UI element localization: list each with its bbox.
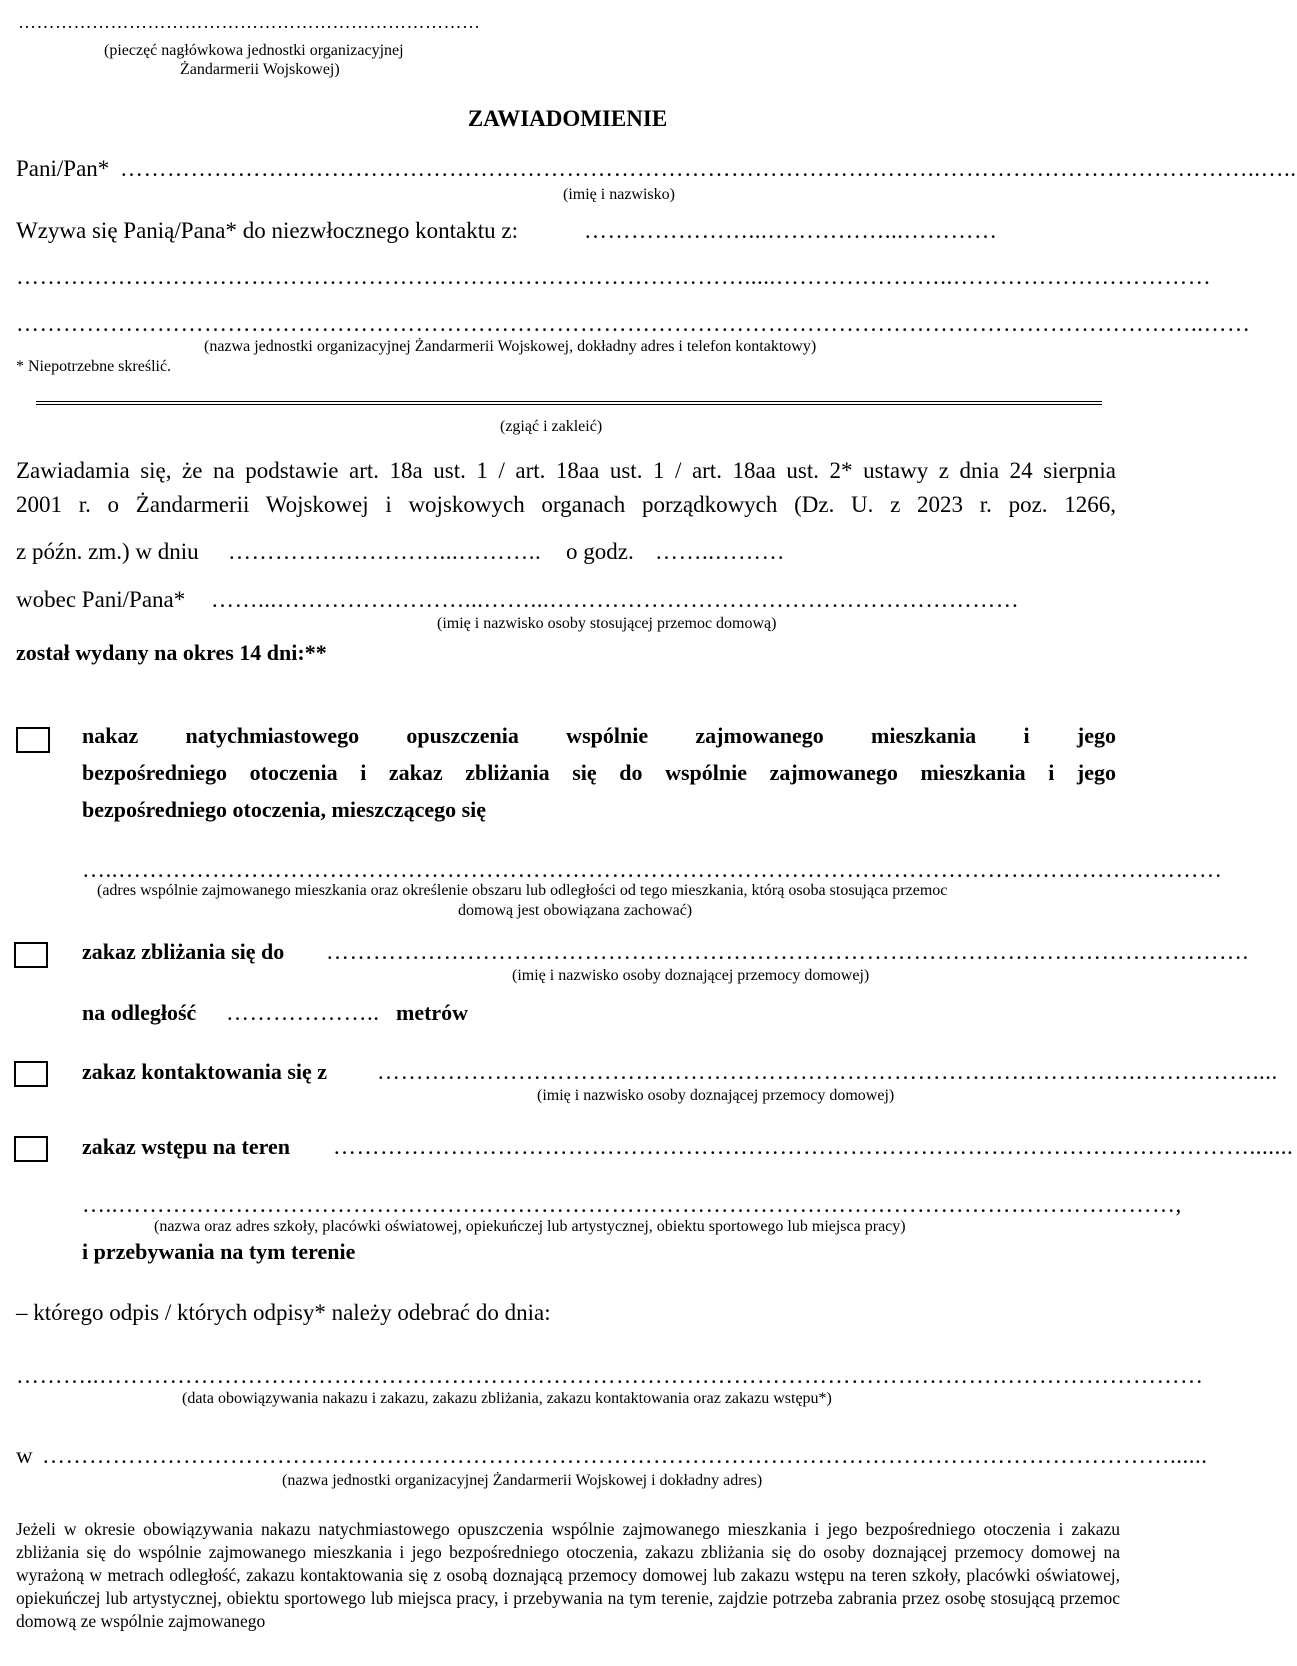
contact-ban-checkbox[interactable] — [14, 1061, 48, 1087]
contact-ban-name-field[interactable]: …………………………………………………………………………………….…………….... — [377, 1059, 1278, 1084]
eviction-line-1: nakaz natychmiastowego opuszczenia wspólnie zajmowanego mieszkania i jego — [82, 723, 1116, 748]
stamp-caption-line-2: Żandarmerii Wojskowej) — [180, 61, 340, 78]
fold-line-top — [36, 401, 1102, 402]
pickup-text: – którego odpis / których odpisy* należy odebrać do dnia: — [16, 1300, 551, 1325]
entry-ban-caption: (nazwa oraz adres szkoły, placówki oświatowej, opiekuńczej lub artystycznej, obiektu sportowego lub miejsca pracy) — [154, 1218, 906, 1235]
notice-line-1: Zawiadamia się, że na podstawie art. 18a ust. 1 / art. 18aa ust. 1 / art. 18aa ust. 2* ustawy z dnia 24 sierpnia — [16, 458, 1116, 483]
notice-line-2: 2001 r. o Żandarmerii Wojskowej i wojskowych organach porządkowych (Dz. U. z 2023 r. poz. 1266, — [16, 492, 1116, 517]
eviction-address-field[interactable]: …..…………………………………………………………………………………………………………………………… — [82, 857, 1223, 882]
eviction-line-3: bezpośredniego otoczenia, mieszczącego się — [82, 797, 487, 822]
summons-caption: (nazwa jednostki organizacyjnej Żandarmerii Wojskowej, dokładny adres i telefon kontaktowy) — [204, 338, 817, 355]
against-label: wobec Pani/Pana* — [16, 587, 186, 612]
pickup-date-caption: (data obowiązywania nakazu i zakazu, zakazu zbliżania, zakazu kontaktowania oraz zakazu wstępu*) — [182, 1390, 832, 1407]
footnote-unnecessary: * Niepotrzebne skreślić. — [16, 358, 172, 375]
eviction-checkbox[interactable] — [16, 727, 50, 753]
entry-ban-stay: i przebywania na tym terenie — [82, 1239, 356, 1264]
distance-label: na odległość — [82, 1000, 197, 1025]
against-caption: (imię i nazwisko osoby stosującej przemoc domową) — [437, 615, 777, 632]
against-name-field[interactable]: ……...……………………...……...…………………………………………………… — [211, 587, 1020, 612]
approach-ban-label: zakaz zbliżania się do — [82, 939, 285, 964]
recipient-name-field[interactable]: ………………………………………………………………………………………………………………………………..….. — [120, 156, 1297, 181]
notice-date-prefix: z późn. zm.) w dniu — [16, 539, 199, 564]
document-title: ZAWIADOMIENIE — [467, 106, 668, 131]
eviction-caption-line-1: (adres wspólnie zajmowanego mieszkania oraz określenie obszaru lub odległości od tego mieszkania, którą osoba stosująca przemoc — [97, 882, 948, 899]
summons-unit-field-line-2[interactable]: ………………………………………………………………………………….....…………………..…………………………… — [16, 264, 1212, 289]
entry-ban-label: zakaz wstępu na teren — [82, 1134, 290, 1159]
approach-ban-checkbox[interactable] — [14, 942, 48, 968]
stamp-dots: ………………………………………………………………… — [18, 12, 481, 32]
entry-ban-place-field[interactable]: ………………………………………………………………………………………………………....... — [333, 1134, 1294, 1159]
notice-time-field[interactable]: ……..……… — [655, 539, 785, 564]
distance-unit: metrów — [396, 1000, 469, 1025]
stamp-caption-line-1: (pieczęć nagłówkowa jednostki organizacyjnej — [104, 42, 404, 59]
summons-unit-field-line-3[interactable]: ……………………………………………………………………………………………………………………………………..…… — [16, 311, 1251, 336]
pickup-place-caption: (nazwa jednostki organizacyjnej Żandarmerii Wojskowej i dokładny adres) — [282, 1472, 763, 1489]
pickup-place-prefix: w — [16, 1443, 33, 1468]
closing-paragraph: Jeżeli w okresie obowiązywania nakazu natychmiastowego opuszczenia wspólnie zajmowanego mieszkania i jego bezpośredniego otoczenia i zakazu zbliżania się do wspólnie zajmowanego mieszkania i jego bezpośredniego otoczenia, zakazu zbliżania się do osoby doznającej przemocy domowej na wyrażoną w metrach odległość, zakazu kontaktowania się z osobą doznającą przemocy domowej lub zakazu wstępu na teren szkoły, placówki oświatowej, opiekuńczej lub artystycznej, obiektu sportowego lub miejsca pracy, i przebywania na tym terenie, zajdzie potrzeba zabrania przez osobę stosującą przemoc domową ze wspólnie zajmowanego — [16, 1519, 1120, 1631]
notice-date-field[interactable]: ………………………...……….. — [228, 539, 542, 564]
approach-ban-name-field[interactable]: ………………………………………………………………………………………………………. — [326, 939, 1249, 964]
pickup-place-field[interactable]: ………………………………………………………………………………………………………………………………...... — [42, 1443, 1208, 1468]
recipient-caption: (imię i nazwisko) — [563, 186, 675, 203]
issued-heading: został wydany na okres 14 dni:** — [16, 640, 327, 665]
eviction-caption-line-2: domową jest obowiązana zachować) — [458, 902, 693, 919]
summons-unit-field[interactable]: …………………...……………...………… — [584, 218, 998, 243]
distance-field[interactable]: ……………….. — [226, 1000, 380, 1025]
recipient-label: Pani/Pan* — [16, 156, 110, 181]
approach-ban-caption: (imię i nazwisko osoby doznającej przemocy domowej) — [512, 967, 870, 984]
contact-ban-label: zakaz kontaktowania się z — [82, 1059, 328, 1084]
eviction-line-2: bezpośredniego otoczenia i zakaz zbliżania się do wspólnie zajmowanego mieszkania i jego — [82, 760, 1116, 785]
contact-ban-caption: (imię i nazwisko osoby doznającej przemocy domowej) — [537, 1087, 895, 1104]
notice-time-label: o godz. — [566, 539, 634, 564]
summons-text: Wzywa się Panią/Pana* do niezwłocznego kontaktu z: — [16, 218, 519, 243]
pickup-date-field[interactable]: ………..…………………………………………………………………………………………………………………………… — [16, 1363, 1204, 1388]
fold-line-bottom — [36, 404, 1102, 405]
entry-ban-checkbox[interactable] — [14, 1136, 48, 1162]
entry-ban-place-field-line-2[interactable]: …..………………………………………………………………………………………………………………………, — [82, 1192, 1182, 1217]
fold-caption: (zgiąć i zakleić) — [500, 418, 603, 435]
